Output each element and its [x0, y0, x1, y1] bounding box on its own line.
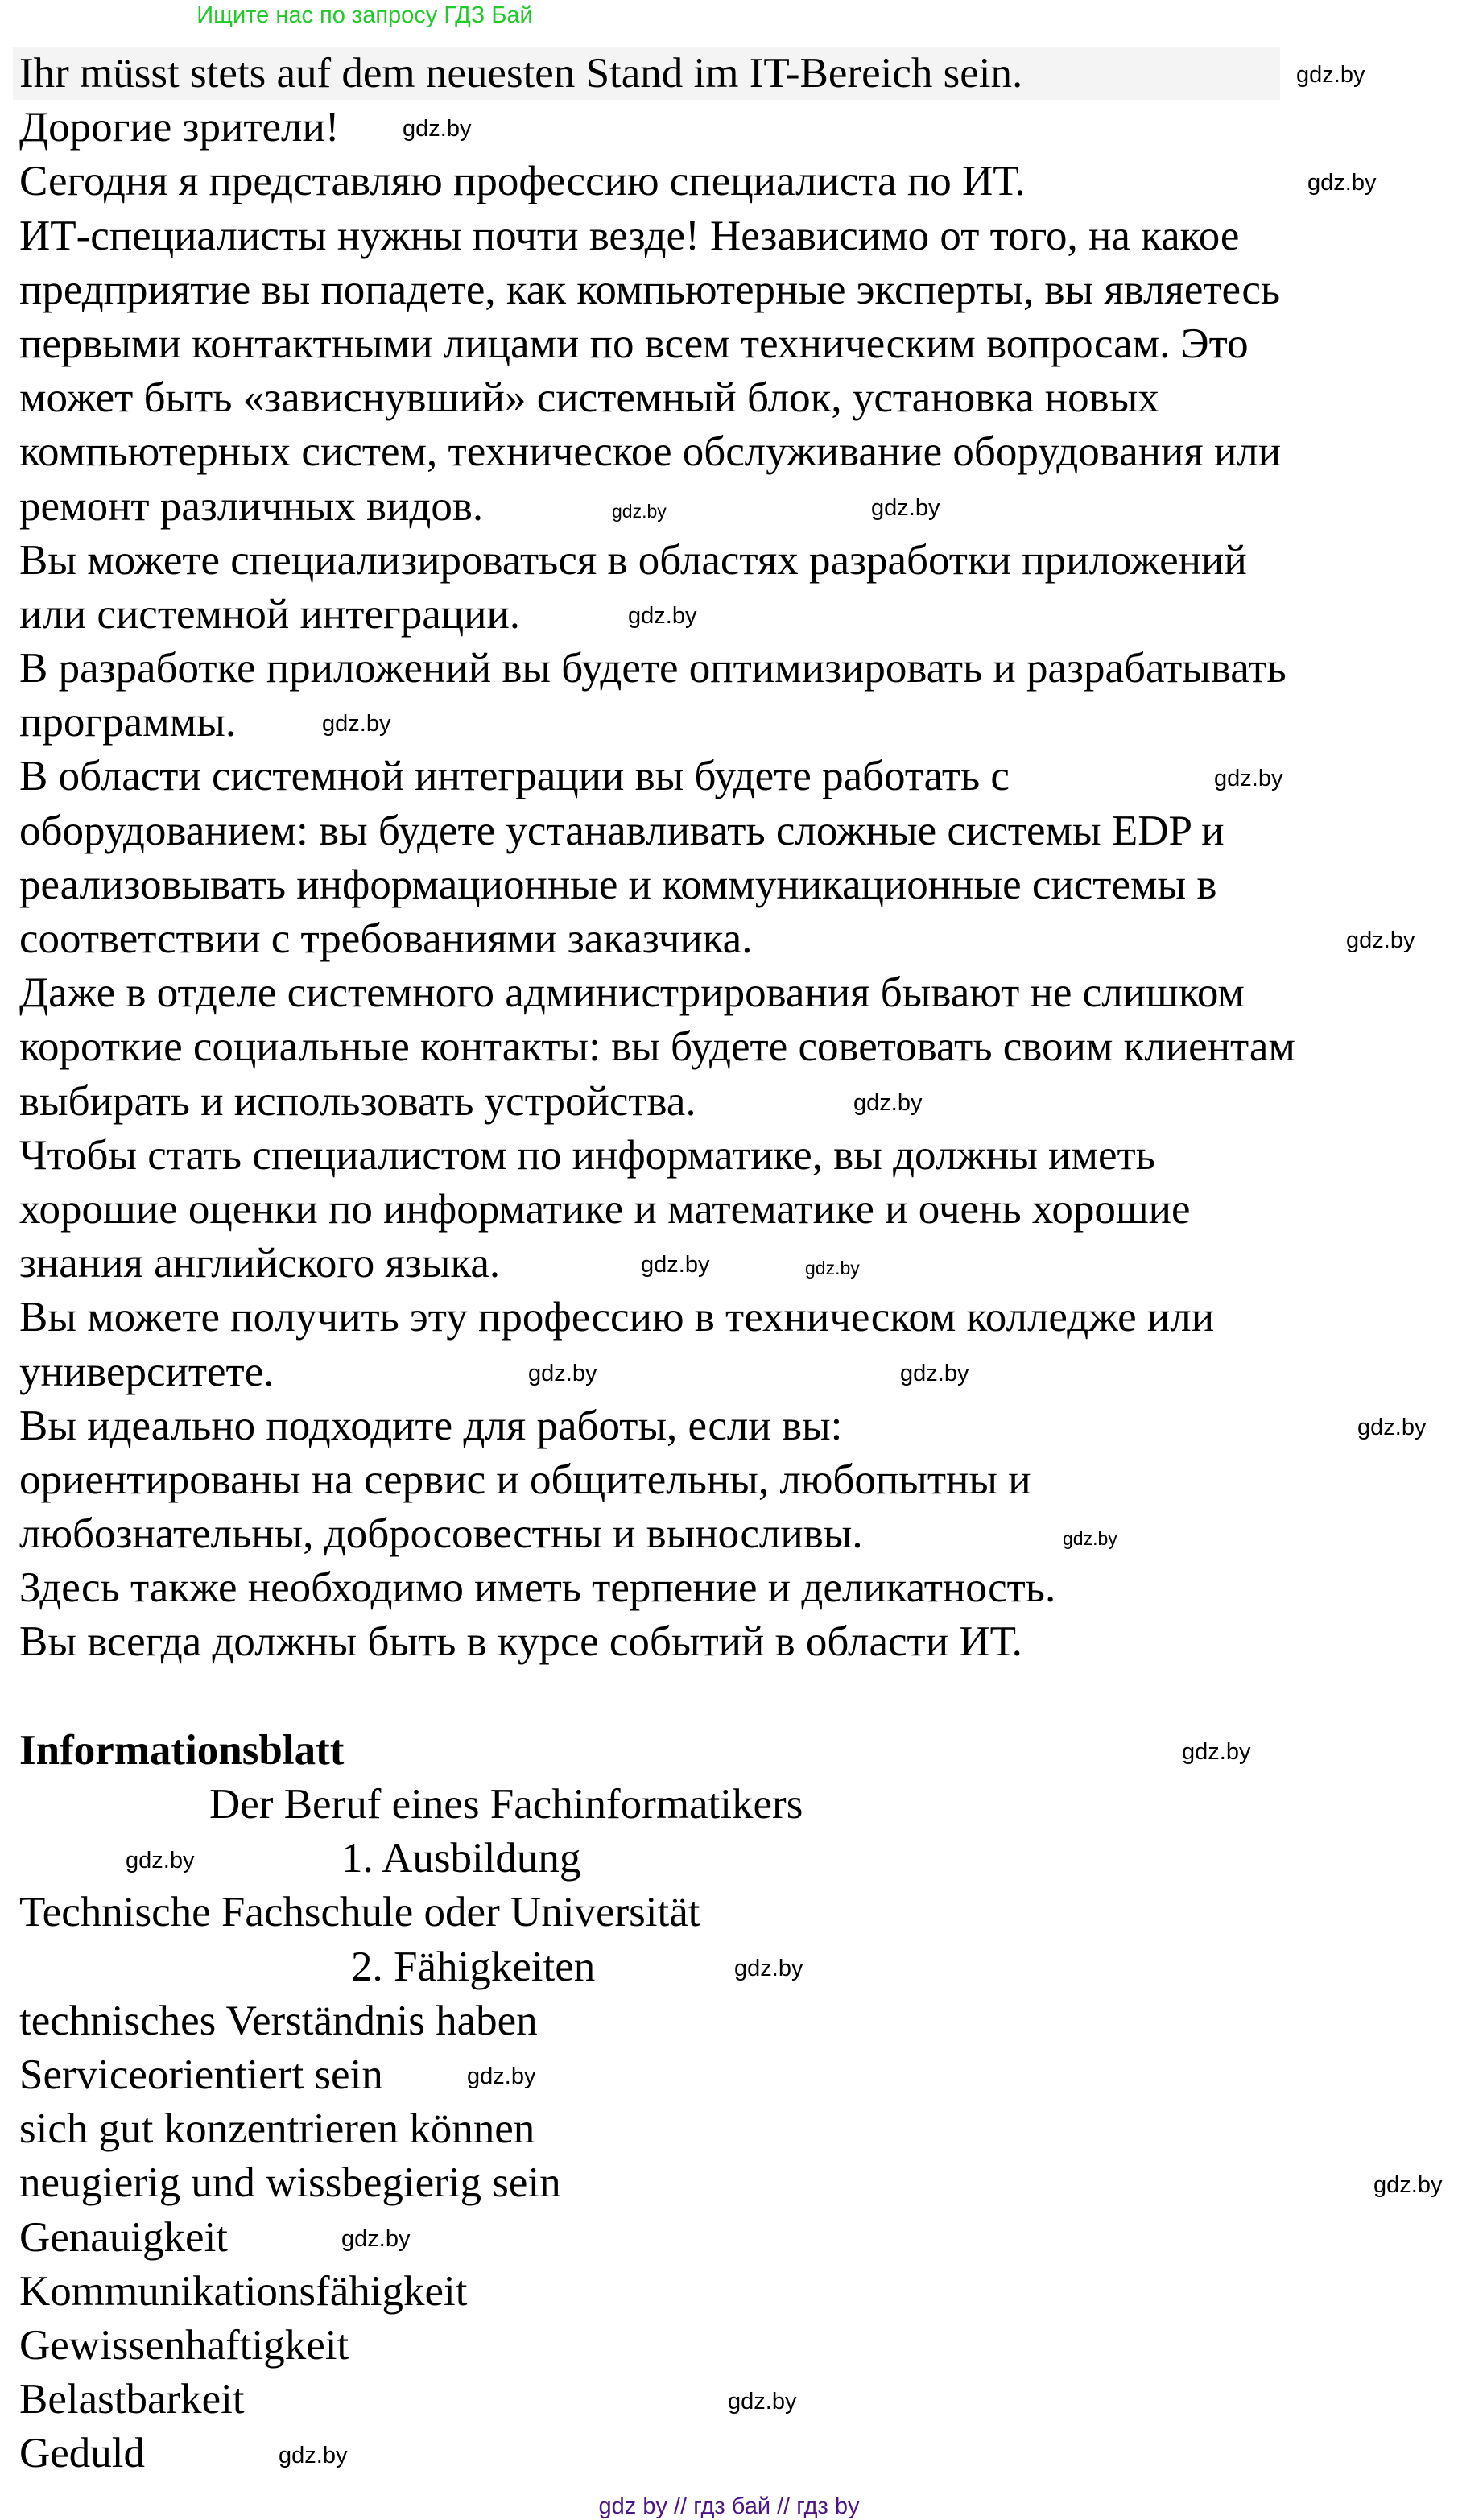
text-line: sich gut konzentrieren können — [19, 2105, 535, 2153]
watermark: gdz.by — [1357, 1415, 1427, 1440]
text-line: Geduld — [19, 2430, 146, 2477]
watermark: gdz.by — [279, 2443, 348, 2468]
document-body — [19, 47, 1458, 2481]
text-line: ремонт различных видов. — [19, 482, 484, 530]
text-line: Вы можете получить эту профессию в техническом колледже или — [19, 1294, 1215, 1341]
watermark: gdz.by — [1214, 766, 1283, 791]
text-line: Ihr müsst stets auf dem neuesten Stand im IT-Bereich sein. — [19, 50, 1023, 97]
watermark: gdz.by — [805, 1258, 860, 1279]
text-line: Дорогие зрители! — [19, 104, 340, 151]
watermark: gdz.by — [403, 116, 472, 142]
watermark: gdz.by — [628, 603, 697, 629]
watermark: gdz.by — [853, 1090, 923, 1116]
text-line: реализовывать информационные и коммуникационные системы в — [19, 861, 1217, 908]
text-line: Вы можете специализироваться в областях разработки приложений — [19, 536, 1247, 584]
text-line: оборудованием: вы будете устанавливать сложные системы EDP и — [19, 807, 1225, 854]
footer-links: gdz by // гдз бай // гдз by — [598, 2493, 860, 2519]
text-line: ориентированы на сервис и общительны, любопытны и — [19, 1456, 1031, 1503]
text-line: программы. — [19, 699, 237, 746]
watermark: gdz.by — [1373, 2172, 1443, 2198]
text-line: знания английского языка. — [19, 1240, 501, 1287]
text-line: Здесь также необходимо иметь терпение и деликатность. — [19, 1564, 1056, 1612]
watermark: gdz.by — [641, 1252, 710, 1278]
watermark: gdz.by — [612, 501, 667, 522]
text-line: Вы всегда должны быть в курсе событий в области ИТ. — [19, 1618, 1022, 1666]
text-line: В области системной интеграции вы будете работать с — [19, 753, 1010, 800]
subheading: 2. Fähigkeiten — [351, 1943, 596, 1990]
watermark: gdz.by — [126, 1848, 195, 1873]
section-heading: Informationsblatt — [19, 1726, 345, 1774]
text-line: выбирать и использовать устройства. — [19, 1077, 696, 1125]
text-line: Вы идеально подходите для работы, если вы: — [19, 1402, 843, 1449]
text-line: или системной интеграции. — [19, 590, 521, 638]
text-line: Technische Fachschule oder Universität — [19, 1889, 700, 1936]
text-line: Чтобы стать специалистом по информатике, вы должны иметь — [19, 1131, 1155, 1179]
text-line: любознательны, добросовестны и выносливы. — [19, 1510, 863, 1558]
text-line: первыми контактными лицами по всем техническим вопросам. Это — [19, 320, 1249, 367]
top-banner: Ищите нас по запросу ГДЗ Бай — [196, 2, 533, 28]
text-line: В разработке приложений вы будете оптимизировать и разрабатывать — [19, 645, 1287, 692]
text-line: Genauigkeit — [19, 2213, 229, 2261]
subheading: Der Beruf eines Fachinformatikers — [209, 1781, 803, 1828]
watermark: gdz.by — [1307, 170, 1377, 196]
text-line: короткие социальные контакты: вы будете советовать своим клиентам — [19, 1023, 1295, 1071]
text-line: Даже в отделе системного администрирования бывают не слишком — [19, 969, 1245, 1017]
watermark: gdz.by — [1063, 1528, 1117, 1549]
text-line: может быть «зависнувший» системный блок, установка новых — [19, 374, 1159, 422]
text-line: Belastbarkeit — [19, 2376, 245, 2423]
text-line: technisches Verständnis haben — [19, 1997, 538, 2044]
subheading: 1. Ausbildung — [341, 1835, 581, 1882]
watermark: gdz.by — [1296, 62, 1365, 88]
text-line: соответствии с требованиями заказчика. — [19, 915, 753, 962]
watermark: gdz.by — [1346, 927, 1415, 953]
watermark: gdz.by — [871, 495, 940, 521]
watermark: gdz.by — [467, 2064, 536, 2089]
text-line: Serviceorientiert sein — [19, 2051, 383, 2098]
watermark: gdz.by — [1182, 1739, 1251, 1765]
text-line: хорошие оценки по информатике и математике и очень хорошие — [19, 1185, 1191, 1233]
watermark: gdz.by — [728, 2389, 797, 2415]
watermark: gdz.by — [734, 1956, 803, 1981]
watermark: gdz.by — [341, 2226, 411, 2252]
text-line: Kommunikationsfähigkeit — [19, 2267, 468, 2315]
text-line — [19, 1670, 1458, 1724]
text-line: Gewissenhaftigkeit — [19, 2321, 349, 2369]
text-line: neugierig und wissbegierig sein — [19, 2159, 561, 2207]
watermark: gdz.by — [322, 711, 391, 737]
watermark: gdz.by — [900, 1361, 969, 1386]
text-line: университете. — [19, 1348, 275, 1395]
text-line: компьютерных систем, техническое обслуживание оборудования или — [19, 428, 1282, 476]
text-line: предприятие вы попадете, как компьютерные эксперты, вы являетесь — [19, 266, 1281, 313]
text-line: Сегодня я представляю профессию специалиста по ИТ. — [19, 158, 1026, 205]
watermark: gdz.by — [528, 1361, 597, 1386]
text-line: ИТ-специалисты нужны почти везде! Независимо от того, на какое — [19, 212, 1240, 259]
